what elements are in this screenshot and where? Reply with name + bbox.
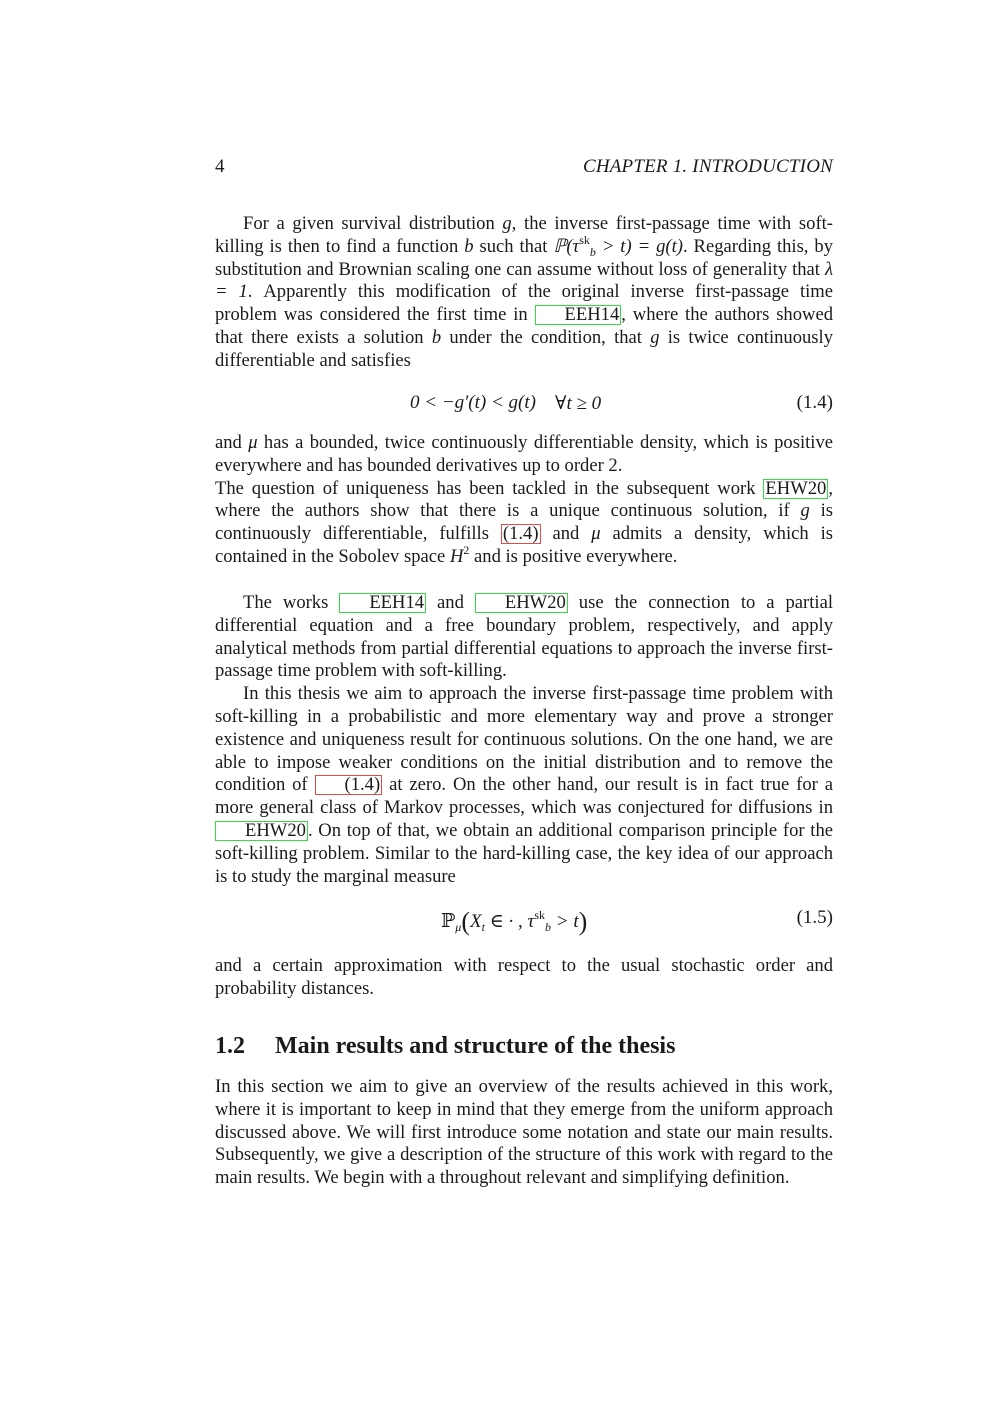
- paragraph-thesis-aim: [215, 592, 833, 888]
- paragraph-density-and-uniqueness: [215, 432, 833, 569]
- running-head: CHAPTER 1. INTRODUCTION: [582, 156, 833, 177]
- math-g: g: [650, 326, 660, 348]
- math-mu: μ: [248, 432, 258, 453]
- paragraph-section-overview: [215, 1076, 833, 1190]
- text-run: at zero. On the other hand, our result is in fact true for a more general class of Markov processes, which was conjectured for diffusions in: [215, 774, 833, 819]
- text-run: admits a density, which is contained in the Sobolev space: [215, 523, 833, 567]
- equation-1-5: [215, 907, 833, 937]
- text-run: is twice continuously differentiable and satisfies: [215, 326, 834, 371]
- math-g: g: [502, 213, 512, 234]
- text-run: In this thesis we aim to approach the inverse first-passage time problem with soft-killing in a probabilistic and more elementary way and prove a stronger existence and uniqueness result for continuous solutions. On the one hand, we are able to impose weaker conditions on the initial distribution and to remove the condition of: [215, 683, 833, 796]
- paragraph-approximation: [215, 955, 833, 1001]
- text-run: and: [426, 592, 475, 613]
- citation-link-eeh14[interactable]: EEH14: [339, 593, 426, 613]
- citation-link-ehw20[interactable]: EHW20: [475, 593, 568, 613]
- section-title: Main results and structure of the thesis: [275, 1033, 676, 1059]
- section-heading: [215, 1031, 833, 1061]
- text-run: The question of uniqueness has been tackled in the subsequent work: [215, 477, 764, 499]
- math-mu: μ: [591, 523, 601, 545]
- text-run: and a certain approximation with respect to the usual stochastic order and probability distances.: [215, 955, 833, 999]
- equation-number-1-4: (1.4): [796, 392, 833, 413]
- citation-link-ehw20[interactable]: EHW20: [215, 821, 308, 841]
- math-b: b: [464, 235, 474, 257]
- equation-reference-link[interactable]: (1.4): [502, 523, 539, 545]
- text-run: has a bounded, twice continuously differentiable density, which is positive everywhere and has bounded derivatives up to order 2.: [215, 432, 833, 476]
- equation-1-4-expression: 0 < −g′(t) < g(t): [410, 392, 536, 413]
- text-run: and is positive everywhere.: [469, 545, 678, 567]
- text-run: and: [540, 523, 592, 545]
- equation-number-1-5: (1.5): [796, 907, 833, 928]
- text-run: , the inverse first-passage time with soft-killing is then to find a function: [215, 213, 833, 257]
- page-number: 4: [215, 156, 225, 177]
- text-run: For a given survival distribution: [243, 213, 503, 234]
- text-run: , where the authors showed that there exists a solution: [215, 304, 833, 348]
- text-run: , where the authors show that there is a unique continuous solution, if: [215, 477, 833, 522]
- citation-link-eeh14[interactable]: EEH14: [535, 305, 622, 325]
- text-run: . On top of that, we obtain an additional comparison principle for the soft-killing problem. Similar to the hard-killing case, the key idea of our approach is to study the marginal measure: [215, 819, 833, 887]
- text-run: such that: [473, 235, 554, 257]
- equation-1-4: [215, 392, 833, 422]
- text-run: In this section we aim to give an overview of the results achieved in this work, where it is important to keep in mind that they emerge from the uniform approach discussed above. We will first introduce some notation and state our main results. Subsequently, we give a description of the structure of this work with regard to the main results. We begin with a throughout relevant and simplifying definition.: [215, 1076, 833, 1189]
- citation-link-ehw20[interactable]: EHW20: [765, 477, 827, 499]
- math-sobolev-space: $H^2$: [449, 542, 470, 567]
- equation-1-4-quantifier: ∀t ≥ 0: [555, 393, 602, 414]
- text-run: under the condition, that: [441, 326, 651, 348]
- text-run: . Apparently this modification of the original inverse first-passage time problem was considered the first time in: [215, 281, 833, 326]
- equation-reference-link[interactable]: (1.4): [315, 775, 383, 795]
- math-b: b: [431, 326, 442, 348]
- text-run: is continuously differentiable, fulfills: [215, 500, 833, 545]
- text-run: and: [215, 432, 249, 453]
- math-g: g: [800, 500, 810, 522]
- paragraph-soft-killing-definition: [215, 213, 833, 373]
- section-number: 1.2: [215, 1033, 245, 1059]
- math-probability-expression: $ℙ(\tau^{sk}_b > t) = g(t)$: [553, 232, 683, 259]
- text-run: The works: [243, 592, 340, 613]
- text-run: use the connection to a partial differential equation and a free boundary problem, respectively, and apply analytical methods from partial differential equations to approach the inverse first-passage time problem with soft-killing.: [215, 592, 833, 682]
- equation-1-5-expression: $ℙ_\mu(X_t$ ∈ · , $\tau^{sk}_b > t$): [441, 907, 588, 936]
- math-lambda: λ = 1: [215, 258, 833, 303]
- text-run: . Regarding this, by substitution and Brownian scaling one can assume without loss of generality that: [215, 235, 833, 280]
